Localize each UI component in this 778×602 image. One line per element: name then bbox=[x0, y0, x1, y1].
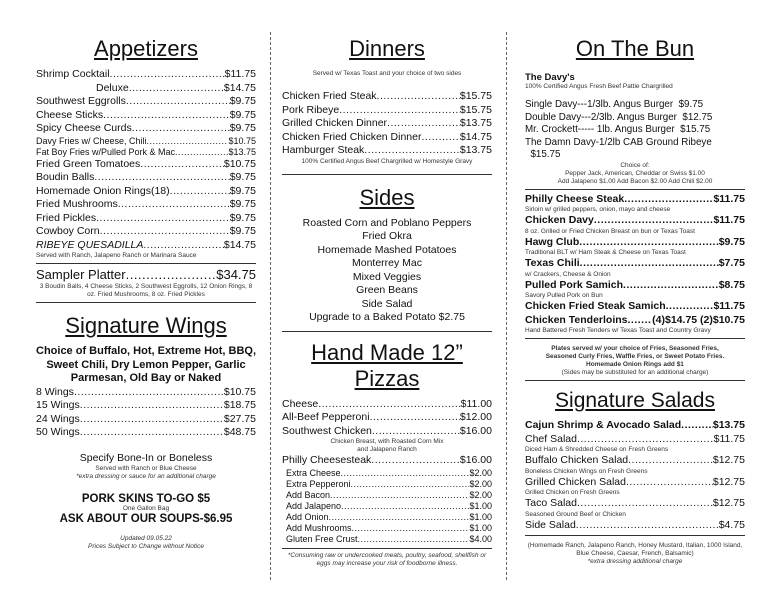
dot-leader bbox=[358, 534, 470, 545]
menu-item-row bbox=[525, 257, 745, 271]
side-item: Green Beans bbox=[356, 284, 418, 296]
menu-item-name: Fried Pickles bbox=[36, 211, 97, 224]
menu-item-price: $18.75 bbox=[223, 399, 256, 411]
dressings-note: (Homemade Ranch, Jalapeno Ranch, Honey Mustard, Italian, 1000 Island, Blue Cheese, Caesar, French, Balsamic) bbox=[527, 542, 743, 557]
burgers-list bbox=[525, 99, 745, 162]
menu-item-price: $12.75 bbox=[712, 475, 745, 488]
dot-leader bbox=[170, 185, 230, 199]
menu-item-price: $14.75 bbox=[223, 238, 256, 251]
menu-item-row bbox=[525, 214, 745, 228]
divider bbox=[525, 189, 745, 190]
divider bbox=[282, 174, 492, 175]
dot-leader bbox=[100, 225, 230, 239]
raw-food-warning: *Consuming raw or undercooked meats, poultry, seafood, shellfish or eggs may increase your risk of foodborne illness. bbox=[287, 551, 487, 567]
wings-served: Served with Ranch or Blue Cheese bbox=[95, 465, 197, 472]
plates-line-2: Seasoned Curly Fries, Waffle Fries, or Sweet Potato Fries. bbox=[545, 353, 725, 360]
dot-leader bbox=[577, 433, 714, 447]
dot-leader bbox=[143, 239, 224, 253]
menu-item-name: The Damn Davy-1/2lb CAB Ground Ribeye bbox=[525, 136, 712, 148]
menu-item-name: Extra Pepperoni bbox=[286, 478, 351, 489]
dot-leader bbox=[339, 104, 460, 118]
dot-leader bbox=[628, 454, 713, 468]
bun-items-list bbox=[525, 193, 745, 336]
menu-item-price: $13.75 bbox=[228, 146, 256, 157]
dot-leader bbox=[623, 279, 719, 293]
menu-item-price: $9.75 bbox=[229, 198, 256, 210]
menu-item-name: Hawg Club bbox=[525, 235, 580, 248]
menu-item-name: Chicken Tenderloins bbox=[525, 313, 628, 326]
menu-item-name: Buffalo Chicken Salad bbox=[525, 454, 629, 466]
menu-item-name: Gluten Free Crust bbox=[286, 533, 358, 544]
menu-item-row bbox=[36, 399, 256, 413]
pork-skins-sub: One Gallon Bag bbox=[122, 505, 170, 512]
dot-leader bbox=[103, 109, 230, 123]
menu-item-name: Add Mushrooms bbox=[286, 522, 352, 533]
menu-item-row bbox=[36, 109, 256, 123]
menu-item-row bbox=[282, 398, 492, 412]
wings-choice: Choice of Buffalo, Hot, Extreme Hot, BBQ, Sweet Chili, Dry Lemon Pepper, Garlic Parmesan, Old Bay or Naked bbox=[36, 345, 257, 384]
menu-item-row bbox=[282, 411, 492, 425]
menu-item-price: $1.00 bbox=[469, 511, 492, 522]
dot-leader bbox=[372, 425, 460, 439]
menu-item-row bbox=[36, 136, 256, 147]
menu-item-price: $4.00 bbox=[469, 533, 492, 544]
menu-item-price: $4.75 bbox=[718, 518, 745, 531]
menu-item-price: $9.75 bbox=[229, 225, 256, 237]
menu-item-row bbox=[36, 171, 256, 185]
menu-item-price: $1.00 bbox=[469, 522, 492, 533]
menu-item-price: $9.75 bbox=[229, 171, 256, 183]
plates-line-3: Homemade Onion Rings add $1 bbox=[586, 361, 684, 368]
menu-item-price: $11.75 bbox=[224, 68, 256, 80]
menu-item-name: Philly Cheese Steak bbox=[525, 192, 625, 205]
menu-item-name: All-Beef Pepperoni bbox=[282, 411, 370, 423]
menu-item-row bbox=[36, 225, 256, 239]
dot-leader bbox=[576, 519, 719, 533]
dinners-note: 100% Certified Angus Beef Chargrilled w/ Homestyle Gravy bbox=[301, 157, 473, 165]
dressings-extra: *extra dressing additional charge bbox=[587, 558, 683, 565]
menu-item-name: Taco Salad bbox=[525, 497, 577, 509]
menu-item-row bbox=[36, 198, 256, 212]
wings-list bbox=[36, 386, 256, 440]
menu-item-row bbox=[282, 104, 492, 118]
menu-item-price: $12.00 bbox=[459, 411, 492, 423]
menu-item-name: Grilled Chicken Dinner bbox=[282, 117, 388, 129]
menu-item-name: 15 Wings bbox=[36, 399, 80, 411]
sides-heading: Sides bbox=[359, 184, 415, 210]
menu-item-price: $11.00 bbox=[460, 397, 492, 410]
dot-leader bbox=[628, 314, 653, 328]
wings-heading: Signature Wings bbox=[65, 313, 227, 338]
side-item: Upgrade to a Baked Potato $2.75 bbox=[309, 311, 465, 323]
sampler-price: $34.75 bbox=[216, 267, 256, 282]
menu-item-name: Mr. Crockett----- 1lb. Angus Burger bbox=[525, 124, 675, 135]
menu-item-price: $15.75 bbox=[530, 149, 561, 160]
side-item: Homemade Mashed Potatoes bbox=[317, 243, 457, 256]
sampler-row bbox=[36, 267, 256, 283]
divider bbox=[525, 338, 745, 339]
menu-item-name: Chicken Davy bbox=[525, 214, 594, 226]
column-divider bbox=[270, 32, 271, 580]
pizzas-list bbox=[282, 398, 492, 439]
menu-item-price: $14.75 bbox=[223, 81, 256, 94]
menu-item-name: Shrimp Cocktail bbox=[36, 68, 110, 80]
dot-leader bbox=[624, 193, 713, 207]
menu-item-price: $11.75 bbox=[713, 192, 745, 205]
menu-item-name: 8 Wings bbox=[36, 385, 74, 398]
menu-item-name: Deluxe bbox=[96, 81, 129, 94]
menu-item-row bbox=[525, 300, 745, 314]
dot-leader bbox=[110, 68, 225, 82]
dot-leader bbox=[118, 198, 230, 212]
menu-item-name: Side Salad bbox=[525, 518, 576, 531]
menu-item-price: $13.75 bbox=[459, 144, 492, 156]
menu-item-price: $2.00 bbox=[469, 478, 492, 489]
menu-item-row bbox=[525, 433, 745, 447]
burger-item bbox=[525, 137, 745, 162]
pork-skins: PORK SKINS TO-GO $5 bbox=[81, 493, 211, 505]
dinners-heading: Dinners bbox=[349, 36, 425, 61]
menu-item-name: Add Jalapeno bbox=[286, 500, 342, 511]
plates-line-1: Plates served w/ your choice of Fries, Seasoned Fries, bbox=[551, 345, 719, 352]
dot-leader bbox=[626, 476, 713, 490]
divider bbox=[282, 331, 492, 332]
menu-item-name: Chicken Fried Steak Samich bbox=[525, 300, 666, 312]
wings-specify: Specify Bone-In or Boneless bbox=[79, 451, 213, 464]
menu-item-price: $16.00 bbox=[459, 424, 492, 437]
middle-column bbox=[282, 28, 492, 568]
divider bbox=[36, 302, 256, 303]
menu-item-row bbox=[282, 131, 492, 145]
quesadilla-note: Served with Ranch, Jalapeno Ranch or Marinara Sauce bbox=[36, 252, 197, 259]
side-item: Side Salad bbox=[361, 297, 413, 310]
item-note: 8 oz. Grilled or Fried Chicken Breast on bun or Texas Toast bbox=[525, 227, 695, 235]
dot-leader bbox=[681, 419, 713, 433]
wings-extra: *extra dressing or sauce for an additional charge bbox=[76, 473, 216, 480]
menu-item-name: Fat Boy Fries w/Pulled Pork & Mac bbox=[36, 146, 176, 157]
menu-item-price: $12.75 bbox=[682, 111, 713, 123]
menu-item-price: $9.75 bbox=[229, 95, 256, 107]
dot-leader bbox=[80, 426, 224, 440]
prices-note: Prices Subject to Change without Notice bbox=[88, 543, 204, 550]
southwest-note-2: and Jalapeno Ranch bbox=[357, 446, 417, 453]
salads-list bbox=[525, 419, 745, 532]
menu-item-price: $11.75 bbox=[713, 300, 745, 312]
item-note: Hand Battered Fresh Tenders w/ Texas Toast and Country Gravy bbox=[525, 327, 711, 334]
menu-item-row bbox=[36, 413, 256, 427]
southwest-note-1: Chicken Breast, with Roasted Corn Mix bbox=[330, 438, 444, 445]
dot-leader bbox=[140, 158, 224, 172]
menu-item-row bbox=[282, 425, 492, 439]
appetizers-heading: Appetizers bbox=[94, 36, 198, 61]
menu-item-price: $10.75 bbox=[228, 135, 256, 146]
item-note: Savory Pulled Pork on Bun bbox=[525, 292, 603, 299]
dot-leader bbox=[387, 117, 460, 131]
menu-item-price: $27.75 bbox=[223, 412, 256, 425]
dot-leader bbox=[370, 411, 460, 425]
cheese-options: Pepper Jack, American, Cheddar or Swiss $1.00 bbox=[565, 169, 705, 177]
dot-leader bbox=[94, 171, 229, 185]
menu-item-price: $13.75 bbox=[712, 419, 745, 431]
menu-item-name: Single Davy---1/3lb. Angus Burger bbox=[525, 99, 674, 110]
menu-item-row bbox=[282, 512, 492, 523]
left-column bbox=[36, 28, 256, 551]
menu-item-name: RIBEYE QUESADILLA bbox=[36, 238, 144, 251]
menu-item-name: Cheese Sticks bbox=[36, 108, 104, 121]
menu-item-price: $9.75 bbox=[229, 122, 256, 134]
menu-item-name: Extra Cheese bbox=[286, 467, 341, 478]
menu-item-row bbox=[282, 144, 492, 158]
menu-item-name: 24 Wings bbox=[36, 412, 80, 425]
divider bbox=[282, 548, 492, 549]
menu-item-row bbox=[36, 82, 256, 96]
dot-leader bbox=[74, 386, 224, 400]
pizzas-heading-line1: Hand Made 12” bbox=[311, 339, 463, 365]
pizza-extras-list bbox=[282, 468, 492, 545]
dot-leader bbox=[577, 497, 713, 511]
sampler-name: Sampler Platter bbox=[36, 267, 126, 282]
menu-item-price: $13.75 bbox=[459, 117, 492, 129]
menu-item-name: Davy Fries w/ Cheese, Chili bbox=[36, 135, 147, 146]
dinners-subtitle: Served w/ Texas Toast and your choice of two sides bbox=[312, 70, 462, 77]
dot-leader bbox=[80, 413, 224, 427]
bun-heading: On The Bun bbox=[575, 36, 695, 61]
menu-item-row bbox=[282, 501, 492, 512]
menu-item-row bbox=[282, 490, 492, 501]
menu-item-row bbox=[36, 239, 256, 253]
menu-item-row bbox=[525, 519, 745, 533]
menu-item-row bbox=[36, 158, 256, 172]
menu-item-name: Hamburger Steak bbox=[282, 144, 365, 156]
side-item: Mixed Veggies bbox=[352, 270, 422, 283]
menu-item-name: Pork Ribeye bbox=[282, 103, 340, 116]
dot-leader bbox=[352, 523, 470, 534]
item-note: Boneless Chicken Wings on Fresh Greens bbox=[525, 467, 648, 475]
menu-item-price: $2.00 bbox=[469, 489, 492, 500]
dot-leader bbox=[377, 90, 460, 104]
dot-leader bbox=[421, 131, 459, 145]
menu-item-row bbox=[282, 534, 492, 545]
menu-item-row bbox=[282, 117, 492, 131]
menu-item-name: Fried Green Tomatoes bbox=[36, 157, 141, 170]
divider bbox=[525, 535, 745, 536]
menu-item-row bbox=[525, 279, 745, 293]
dot-leader bbox=[96, 212, 230, 226]
dot-leader bbox=[329, 512, 470, 523]
dot-leader bbox=[330, 490, 469, 501]
menu-item-name: Boudin Balls bbox=[36, 171, 95, 183]
dot-leader bbox=[341, 501, 469, 512]
burger-item bbox=[525, 124, 745, 137]
dot-leader bbox=[666, 300, 714, 314]
menu-item-name: Cowboy Corn bbox=[36, 225, 100, 237]
menu-item-row bbox=[282, 479, 492, 490]
item-note: Traditional BLT w/ Ham Steak & Cheese on Texas Toast bbox=[525, 249, 686, 256]
menu-item-price: $9.75 bbox=[718, 235, 745, 248]
menu-item-price: $9.75 bbox=[229, 184, 256, 197]
soups: ASK ABOUT OUR SOUPS-$6.95 bbox=[59, 513, 233, 525]
menu-item-row bbox=[36, 122, 256, 136]
menu-item-price: (4)$14.75 (2)$10.75 bbox=[652, 313, 745, 326]
menu-item-row bbox=[525, 419, 745, 433]
sampler-note: 3 Boudin Balls, 4 Cheese Sticks, 2 Southwest Eggrolls, 12 Onion Rings, 8 oz. Fried Mushrooms, 8 oz. Fried Pickles bbox=[39, 283, 253, 298]
dot-leader bbox=[80, 399, 224, 413]
item-note: Grilled Chicken on Fresh Greens bbox=[525, 489, 620, 496]
burger-item bbox=[525, 112, 745, 125]
menu-item-name: 50 Wings bbox=[36, 426, 80, 438]
menu-item-price: $8.75 bbox=[718, 278, 745, 291]
menu-item-price: $2.00 bbox=[469, 467, 492, 478]
dot-leader bbox=[147, 136, 229, 147]
menu-item-name: Cajun Shrimp & Avocado Salad bbox=[525, 419, 682, 431]
menu-item-name: Texas Chili bbox=[525, 257, 580, 269]
menu-item-row bbox=[36, 95, 256, 109]
dot-leader bbox=[579, 236, 718, 250]
menu-item-price: $10.75 bbox=[223, 157, 256, 170]
dot-leader bbox=[318, 398, 460, 412]
menu-item-name: Add Onion bbox=[286, 511, 329, 522]
menu-item-price: $15.75 bbox=[459, 90, 492, 102]
menu-item-row bbox=[36, 386, 256, 400]
add-ons: Add Jalapeno $1.00 Add Bacon $2.00 Add Chili $2.00 bbox=[557, 177, 713, 185]
menu-item-price: $9.75 bbox=[229, 108, 256, 121]
menu-item-price: $7.75 bbox=[718, 257, 745, 269]
menu-item-row bbox=[525, 497, 745, 511]
menu-item-price: $10.75 bbox=[223, 385, 256, 398]
menu-item-row bbox=[36, 68, 256, 82]
menu-item-name: Chicken Fried Chicken Dinner bbox=[282, 130, 422, 143]
divider bbox=[36, 263, 256, 264]
philly-pizza-row: Philly Cheesesteak ..... $16.00 bbox=[282, 454, 492, 468]
dot-leader bbox=[594, 214, 714, 228]
dot-leader bbox=[364, 144, 460, 158]
menu-item-row bbox=[282, 90, 492, 104]
menu-item-row bbox=[282, 523, 492, 534]
menu-item-row bbox=[36, 426, 256, 440]
menu-item-price: $9.75 bbox=[678, 99, 704, 110]
menu-item-name: Southwest Eggrolls bbox=[36, 95, 126, 107]
menu-item-price: $11.75 bbox=[713, 432, 745, 445]
menu-item-price: $12.75 bbox=[712, 497, 745, 509]
menu-item-name: Spicy Cheese Curds bbox=[36, 122, 132, 134]
menu-item-name: Fried Mushrooms bbox=[36, 198, 118, 210]
menu-item-price: $12.75 bbox=[712, 454, 745, 466]
menu-item-row bbox=[525, 193, 745, 207]
right-column bbox=[525, 28, 745, 566]
side-item: Fried Okra bbox=[362, 230, 412, 242]
dot-leader bbox=[580, 257, 719, 271]
menu-item-name: Cheese bbox=[282, 397, 319, 410]
menu-item-row bbox=[525, 454, 745, 468]
menu-item-name: Chef Salad bbox=[525, 432, 577, 445]
divider bbox=[525, 380, 745, 381]
sides-list bbox=[282, 217, 492, 325]
menu-item-name: Chicken Fried Steak bbox=[282, 90, 377, 102]
appetizers-list bbox=[36, 68, 256, 252]
menu-item-row bbox=[282, 468, 492, 479]
choice-of: Choice of: bbox=[620, 161, 650, 169]
dot-leader bbox=[126, 95, 230, 109]
menu-item-name: Double Davy---2/3lb. Angus Burger bbox=[525, 111, 677, 123]
menu-item-price: $15.75 bbox=[459, 103, 492, 116]
menu-item-price: $14.75 bbox=[459, 130, 492, 143]
menu-item-row bbox=[525, 476, 745, 490]
menu-item-name: Pulled Pork Samich bbox=[525, 278, 624, 291]
dot-leader bbox=[341, 468, 470, 479]
item-note: Diced Ham & Shredded Cheese on Fresh Greens bbox=[525, 446, 669, 453]
item-note: Seasoned Ground Beef or Chicken bbox=[525, 510, 626, 518]
menu-item-price: $15.75 bbox=[680, 124, 711, 135]
menu-item-row bbox=[36, 185, 256, 199]
item-note: w/ Crackers, Cheese & Onion bbox=[525, 270, 611, 278]
menu-item-name: Homemade Onion Rings(18) bbox=[36, 184, 170, 197]
menu-item-row bbox=[36, 212, 256, 226]
menu-item-row bbox=[525, 236, 745, 250]
dot-leader bbox=[175, 147, 228, 158]
menu-item-price: $48.75 bbox=[223, 426, 256, 438]
dot-leader bbox=[132, 122, 230, 136]
item-note: Sirloin w/ grilled peppers, onion, mayo and cheese bbox=[525, 206, 671, 213]
davys-title: The Davy's bbox=[525, 72, 575, 83]
menu-item-name: Add Bacon bbox=[286, 489, 331, 500]
davys-sub: 100% Certified Angus Fresh Beef Pattie Chargrilled bbox=[525, 83, 673, 90]
menu-item-name: Southwest Chicken bbox=[282, 424, 372, 437]
menu-item-name: Grilled Chicken Salad bbox=[525, 475, 626, 488]
dinners-list bbox=[282, 90, 492, 158]
menu-item-price: $11.75 bbox=[713, 214, 745, 226]
plates-line-4: (Sides may be substituted for an additional charge) bbox=[561, 369, 709, 376]
dot-leader bbox=[351, 479, 470, 490]
dot-leader bbox=[129, 82, 224, 96]
menu-item-row bbox=[36, 147, 256, 158]
menu-item-price: $1.00 bbox=[469, 500, 492, 511]
updated-date: Updated 09.05.22 bbox=[120, 535, 172, 542]
side-item: Monterrey Mac bbox=[351, 257, 423, 269]
salads-heading: Signature Salads bbox=[555, 389, 715, 412]
burger-item bbox=[525, 99, 745, 112]
column-divider bbox=[506, 32, 507, 580]
side-item: Roasted Corn and Poblano Peppers bbox=[302, 216, 472, 229]
menu-item-price: $9.75 bbox=[229, 211, 256, 224]
menu-item-row bbox=[525, 314, 745, 328]
pizzas-heading-line2: Pizzas bbox=[354, 365, 420, 391]
